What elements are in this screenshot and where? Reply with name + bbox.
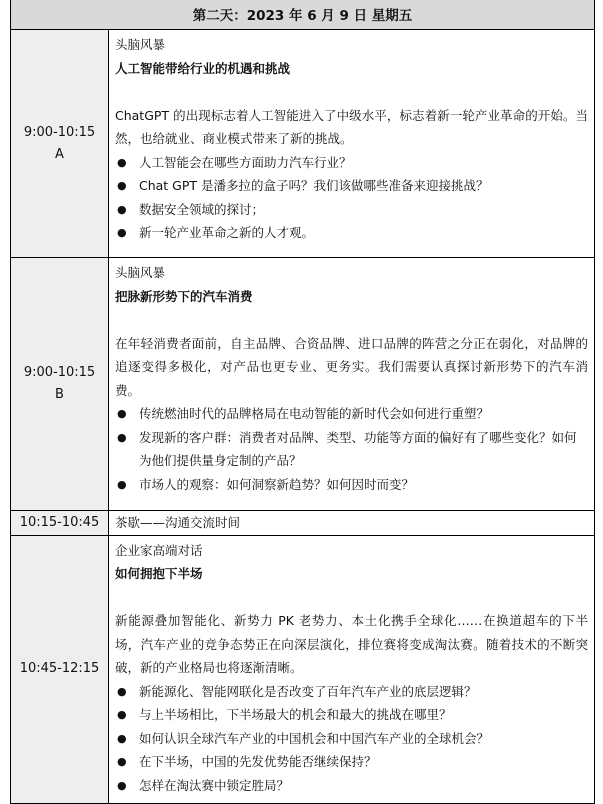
session-time: 9:00-10:15 — [23, 124, 96, 140]
session-time-cell — [11, 535, 109, 804]
session-time: 10:45-12:15 — [19, 661, 100, 677]
agenda-table — [10, 0, 595, 804]
bullet-item: ● 新能源化、智能网联化是否改变了百年汽车产业的底层逻辑？ — [115, 680, 588, 704]
bullet-item: ● 发现新的客户群：消费者对品牌、类型、功能等方面的偏好有了哪些变化？如何为他们提供量身定制的产品？ — [115, 426, 588, 473]
session-kind: 头脑风暴 — [115, 37, 166, 52]
session-content — [109, 30, 595, 258]
bullet-dot-icon: ● — [117, 477, 127, 491]
bullet-dot-icon: ● — [117, 684, 127, 698]
bullet-item: ● 如何认识全球汽车产业的中国机会和中国汽车产业的全球机会？ — [115, 727, 588, 751]
session-description: ChatGPT 的出现标志着人工智能进入了中级水平，标志着新一轮产业革命的开始。当然，也给就业、商业模式带来了新的挑战。 — [115, 107, 588, 146]
bullet-dot-icon: ● — [117, 778, 127, 792]
bullet-item: ● 与上半场相比，下半场最大的机会和最大的挑战在哪里？ — [115, 703, 588, 727]
bullet-list — [115, 402, 588, 496]
session-description: 新能源叠加智能化、新势力 PK 老势力、本土化携手全球化……在换道超车的下半场，汽车产业的竞争态势正在向深层演化，排位赛将变成淘汰赛。随着技术的不断突破，新的产业格局也将逐渐清晰。 — [115, 613, 588, 675]
bullet-item: ● 市场人的观察：如何洞察新趋势？如何因时而变？ — [115, 473, 588, 497]
bullet-dot-icon: ● — [117, 708, 127, 721]
bullet-item: ● 新一轮产业革命之新的人才观。 — [115, 221, 588, 245]
bullet-dot-icon: ● — [117, 430, 127, 444]
session-topic: 人工智能带给行业的机遇和挑战 — [115, 60, 291, 76]
session-row — [11, 258, 595, 511]
bullet-item: ● 在下半场，中国的先发优势能否继续保持？ — [115, 750, 588, 774]
bullet-list — [115, 151, 588, 245]
bullet-dot-icon: ● — [117, 202, 127, 216]
bullet-item: ● Chat GPT 是潘多拉的盒子吗？我们该做哪些准备来迎接挑战？ — [115, 174, 588, 198]
day-header-row — [11, 0, 595, 30]
bullet-dot-icon: ● — [117, 155, 127, 169]
day-header: 第二天：2023 年 6 月 9 日 星期五 — [11, 0, 595, 30]
session-time: 9:00-10:15 — [23, 365, 96, 380]
session-time-cell — [11, 258, 109, 511]
session-content — [109, 535, 595, 804]
bullet-dot-icon: ● — [117, 179, 127, 192]
session-content — [109, 258, 595, 511]
session-description: 在年轻消费者面前，自主品牌、合资品牌、进口品牌的阵营之分正在弱化，对品牌的追逐变得多极化，对产品也更专业、更务实。我们需要认真探讨新形势下的汽车消费。 — [115, 335, 588, 398]
session-topic: 把脉新形势下的汽车消费 — [115, 288, 253, 304]
bullet-item: ● 怎样在淘汰赛中锁定胜局？ — [115, 774, 588, 798]
break-text: 茶歇——沟通交流时间 — [109, 511, 595, 536]
bullet-dot-icon: ● — [117, 407, 127, 420]
bullet-dot-icon: ● — [117, 755, 127, 768]
session-track: B — [55, 387, 64, 402]
session-track: A — [55, 146, 64, 162]
bullet-item: ● 传统燃油时代的品牌格局在电动智能的新时代会如何进行重塑？ — [115, 402, 588, 426]
session-row — [11, 535, 595, 804]
session-time-cell — [11, 30, 109, 258]
break-time: 10:15-10:45 — [11, 511, 109, 536]
session-kind: 企业家高端对话 — [115, 542, 203, 558]
bullet-dot-icon: ● — [117, 226, 127, 239]
session-topic: 如何拥抱下半场 — [115, 566, 203, 581]
break-row — [11, 511, 595, 536]
bullet-list — [115, 680, 588, 798]
bullet-dot-icon: ● — [117, 731, 127, 745]
bullet-item: ● 数据安全领域的探讨； — [115, 198, 588, 222]
bullet-item: ● 人工智能会在哪些方面助力汽车行业？ — [115, 151, 588, 175]
session-row — [11, 30, 595, 258]
session-kind: 头脑风暴 — [115, 265, 166, 280]
